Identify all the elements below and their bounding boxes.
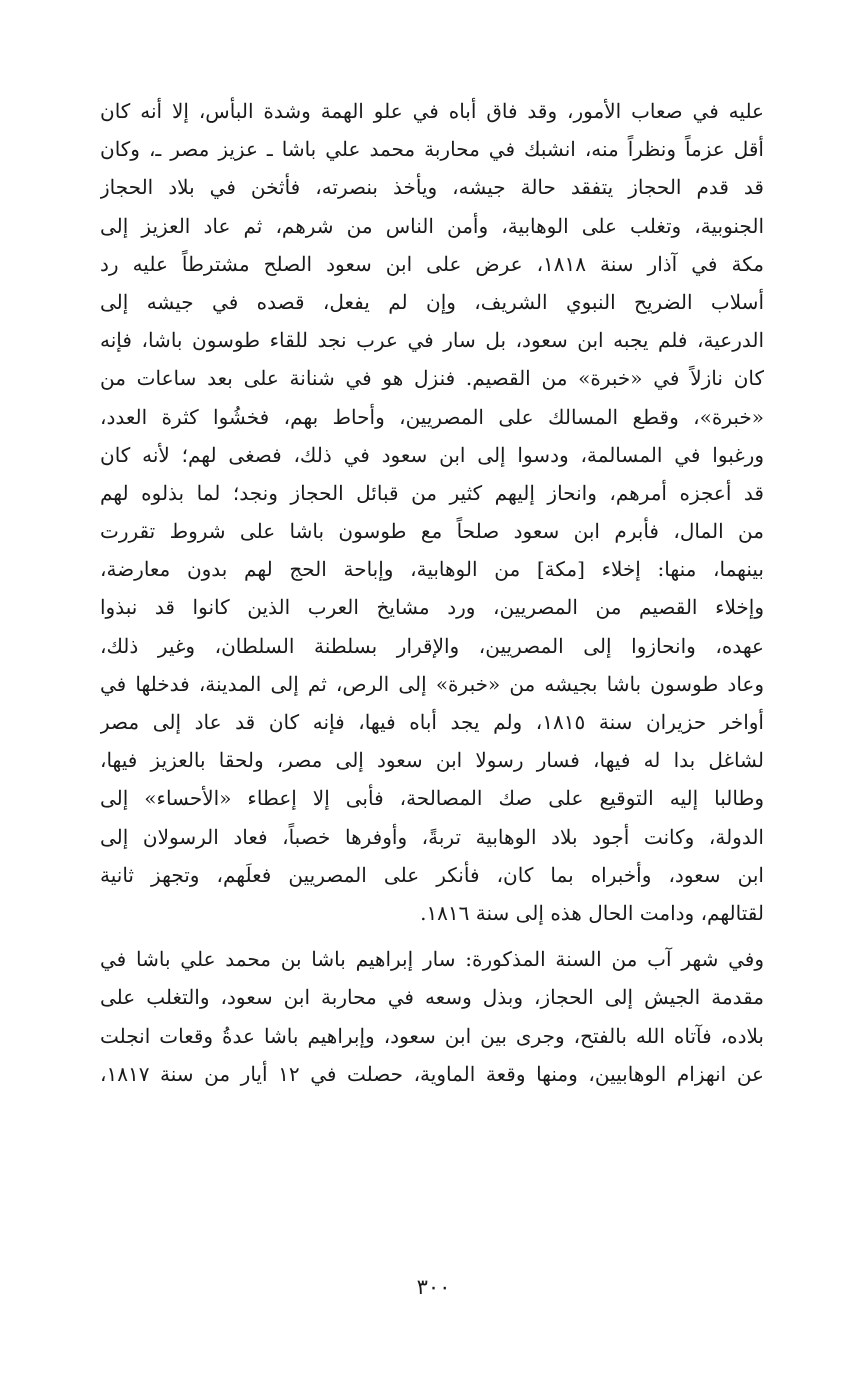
paragraph-1-line-15: عهده، وانحازوا إلى المصريين، والإقرار بسلطنة السلطان، وغير ذلك، xyxy=(100,633,764,658)
paragraph-1-line-10: ورغبوا في المسالمة، ودسوا إلى ابن سعود في ذلك، فصغى لهم؛ لأنه كان xyxy=(100,442,764,467)
paragraph-1-line-4: الجنوبية، وتغلب على الوهابية، وأمن الناس من شرهم، ثم عاد العزيز إلى xyxy=(100,213,764,238)
paragraph-1-line-18: لشاغل بدا له فيها، فسار رسولا ابن سعود إلى مصر، ولحقا بالعزيز فيها، xyxy=(100,748,764,773)
paragraph-1-line-20: الدولة، وكانت أجود بلاد الوهابية تربةً، وأوفرها خصباً، فعاد الرسولان إلى xyxy=(100,824,764,849)
paragraph-1-line-13: بينهما، منها: إخلاء [مكة] من الوهابية، وإباحة الحج لهم بدون معارضة، xyxy=(100,557,764,582)
paragraph-2-line-2: مقدمة الجيش إلى الحجاز، وبذل وسعه في محاربة ابن سعود، والتغلب على xyxy=(100,985,764,1010)
paragraph-2-line-3: بلاده، فآتاه الله بالفتح، وجرى بين ابن سعود، وإبراهيم باشا عدةُ وقعات انجلت xyxy=(100,1023,764,1048)
paragraph-1-line-12: من المال، فأبرم ابن سعود صلحاً مع طوسون باشا على شروط تقررت xyxy=(100,519,764,544)
paragraph-1-line-11: قد أعجزه أمرهم، وانحاز إليهم كثير من قبائل الحجاز ونجد؛ لما بذلوه لهم xyxy=(100,480,764,505)
paragraph-1-line-6: أسلاب الضريح النبوي الشريف، وإن لم يفعل، قصده في جيشه إلى xyxy=(100,289,764,314)
paragraph-gap xyxy=(100,932,764,940)
paragraph-1-line-7: الدرعية، فلم يجبه ابن سعود، بل سار في عرب نجد للقاء طوسون باشا، فإنه xyxy=(100,328,764,353)
paragraph-1-line-8: كان نازلاً في «خبرة» من القصيم. فنزل هو في شنانة على بعد ساعات من xyxy=(100,366,764,391)
paragraph-1-line-1: عليه في صعاب الأمور، وقد فاق أباه في علو الهمة وشدة البأس، إلا أنه كان xyxy=(100,99,764,123)
paragraph-1-line-9: «خبرة»، وقطع المسالك على المصريين، وأحاط بهم، فخشُوا كثرة العدد، xyxy=(100,404,764,429)
body-text xyxy=(100,92,764,1093)
paragraph-1-line-19: وطالبا إليه التوقيع على صك المصالحة، فأبى إلا إعطاء «الأحساء» إلى xyxy=(100,786,764,811)
paragraph-2-line-4: عن انهزام الوهابيين، ومنها وقعة الماوية، حصلت في ١٢ أيار من سنة ١٨١٧، xyxy=(100,1061,764,1086)
page-number: ٣٠٠ xyxy=(416,1275,451,1299)
paragraph-1-line-16: وعاد طوسون باشا بجيشه من «خبرة» إلى الرص، ثم إلى المدينة، فدخلها في xyxy=(100,671,764,696)
paragraph-1-line-3: قد قدم الحجاز يتفقد حالة جيشه، ويأخذ بنصرته، فأثخن في بلاد الحجاز xyxy=(100,175,764,200)
paragraph-1-line-2: أقل عزماً ونظراً منه، انشبك في محاربة محمد علي باشا ـ عزيز مصر ـ، وكان xyxy=(100,137,764,162)
paragraph-2-line-1: وفي شهر آب من السنة المذكورة: سار إبراهيم باشا بن محمد علي باشا في xyxy=(100,947,764,972)
paragraph-1-line-17: أواخر حزيران سنة ١٨١٥، ولم يجد أباه فيها، فإنه كان قد عاد إلى مصر xyxy=(100,710,764,734)
paragraph-1-line-22: لقتالهم، ودامت الحال هذه إلى سنة ١٨١٦. xyxy=(420,900,764,925)
paragraph-1-line-5: مكة في آذار سنة ١٨١٨، عرض على ابن سعود الصلح مشترطاً عليه رد xyxy=(100,251,764,276)
paragraph-1-line-14: وإخلاء القصيم من المصريين، ورد مشايخ العرب الذين كانوا قد نبذوا xyxy=(100,595,764,620)
paragraph-1-line-21: ابن سعود، وأخبراه بما كان، فأنكر على المصريين فعلَهم، وتجهز ثانية xyxy=(100,862,764,887)
